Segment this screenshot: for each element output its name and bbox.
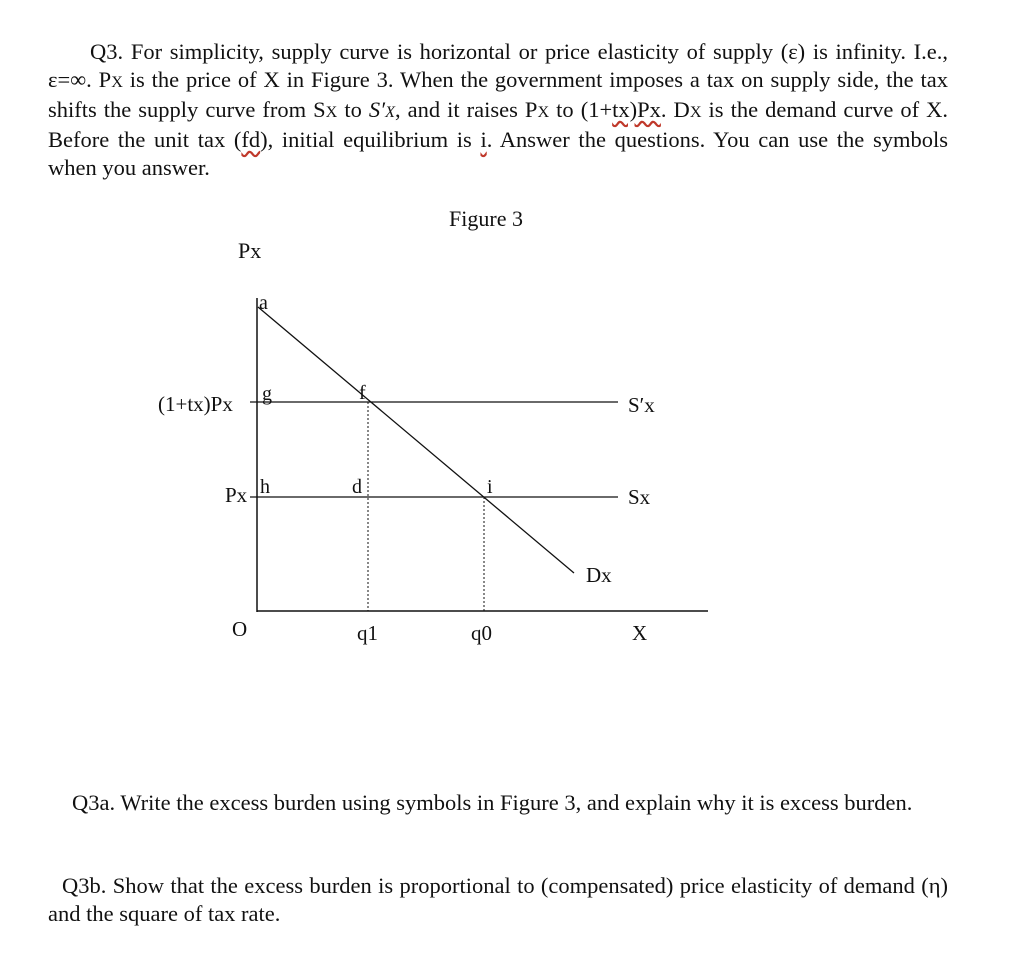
point-d: d <box>352 476 362 498</box>
question-intro: Q3. For simplicity, supply curve is horizontal or price elasticity of supply (ε) is infinity. I.e., ε=∞. PX is the price of X in Figure 3. When the government imposes a tax on supply side, the tax shifts the supply curve from SX to S′X, and it raises PX to (1+tx)Px. DX is the demand curve of X. Before the unit tax (fd), initial equilibrium is i. Answer the questions. You can use the symbols when you answer. <box>48 39 948 180</box>
spell-flag-tx: tx)Px <box>612 97 661 122</box>
point-i: i <box>487 476 493 498</box>
point-g: g <box>262 383 272 405</box>
spell-flag-fd: fd <box>241 127 261 152</box>
supply-taxed-label: S′x <box>628 393 655 417</box>
origin-label: O <box>232 617 248 641</box>
question-3b: Q3b. Show that the excess burden is proportional to (compensated) price elasticity of demand (η) and the square of tax rate. <box>48 873 948 926</box>
demand-label: Dx <box>586 563 612 587</box>
point-a: a <box>259 292 268 314</box>
y-axis-label: Px <box>238 238 262 263</box>
tax-price-label: (1+tx)Px <box>158 392 233 416</box>
point-f: f <box>359 382 366 404</box>
question-3a: Q3a. Write the excess burden using symbols in Figure 3, and explain why it is excess burden. <box>72 790 913 815</box>
x-axis-label: X <box>632 621 648 645</box>
price-label: Px <box>225 483 248 507</box>
q0-label: q0 <box>471 621 492 645</box>
point-h: h <box>260 476 270 498</box>
demand-line <box>258 307 574 573</box>
q1-label: q1 <box>357 621 378 645</box>
figure-title: Figure 3 <box>449 206 523 231</box>
spell-flag-i: i <box>480 127 487 152</box>
supply-label: Sx <box>628 485 651 509</box>
